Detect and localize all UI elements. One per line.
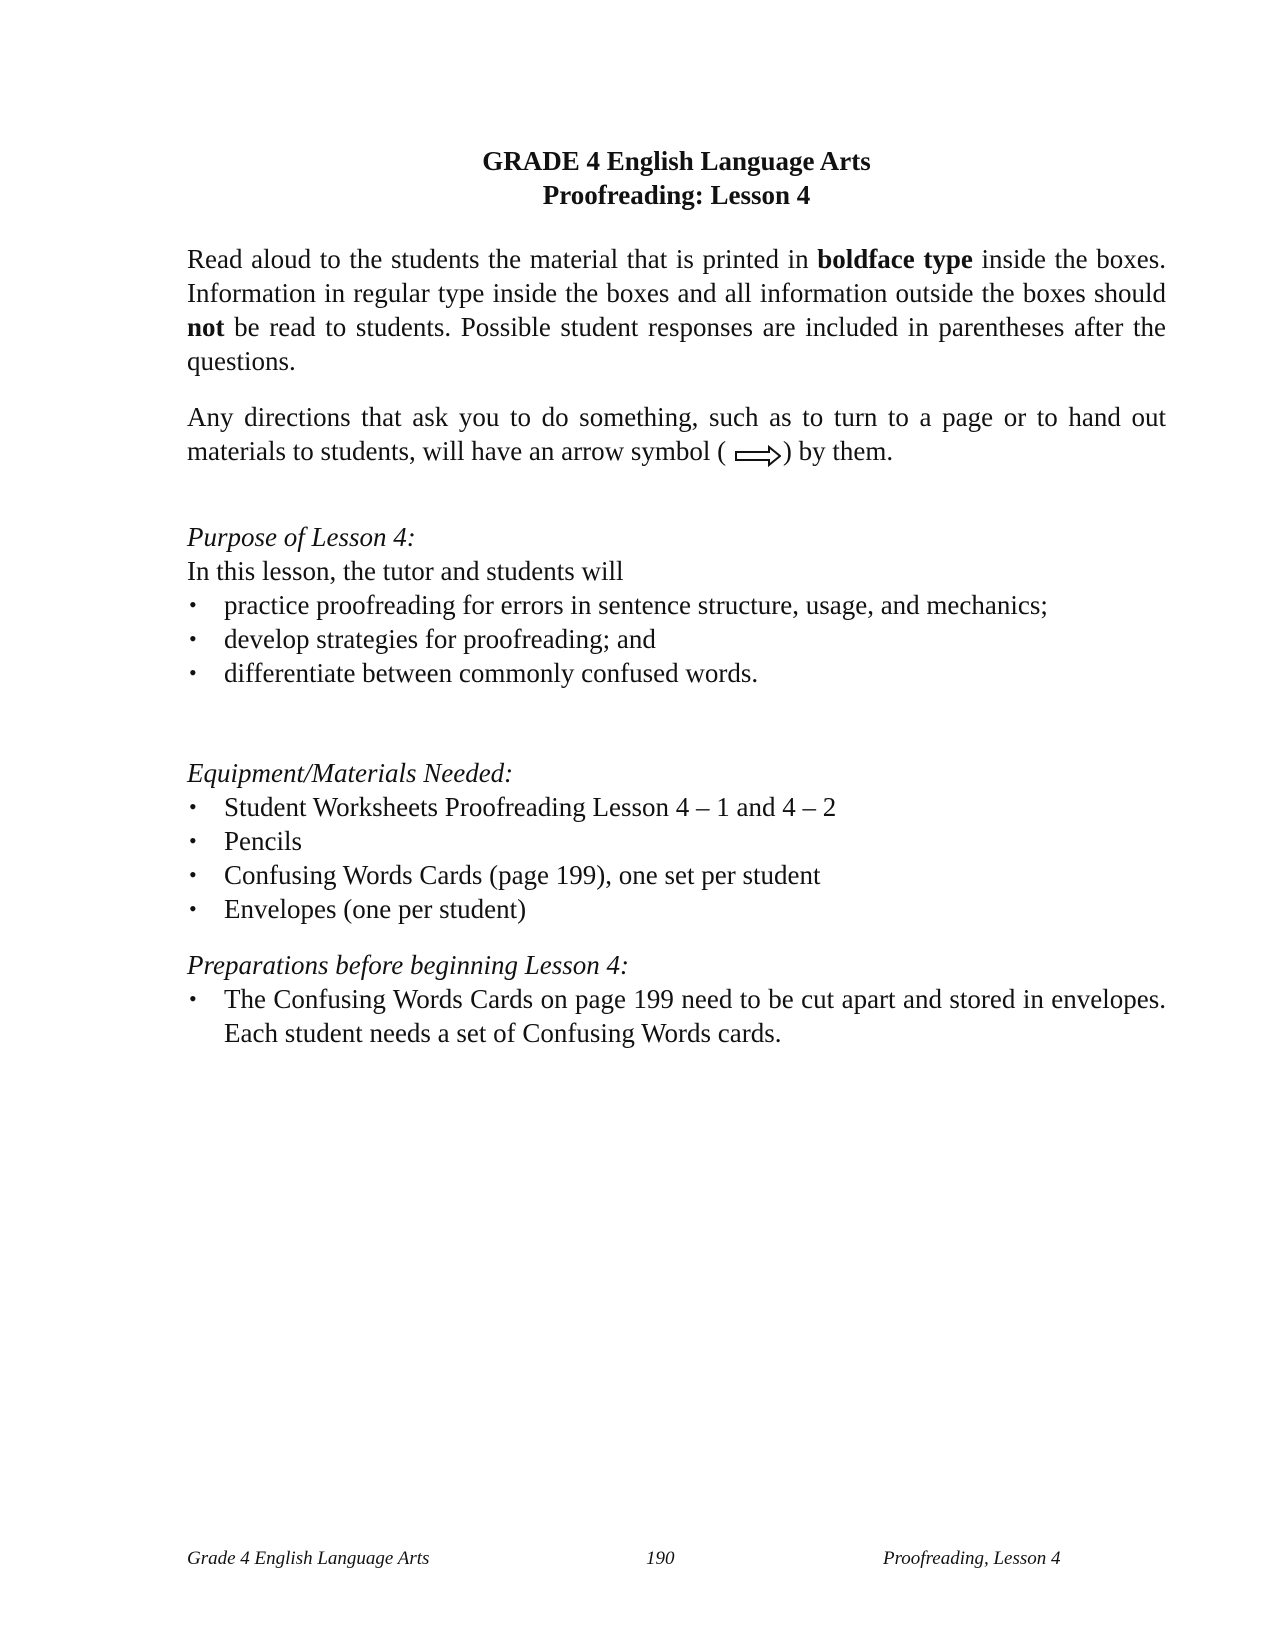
footer-course-title: Grade 4 English Language Arts xyxy=(187,1548,430,1569)
bullet-icon: • xyxy=(189,660,197,685)
footer-page-number: 190 xyxy=(646,1548,675,1569)
title-block xyxy=(187,144,1166,212)
list-item-text: practice proofreading for errors in sentence structure, usage, and mechanics; xyxy=(224,590,1048,620)
list-item-text: Confusing Words Cards (page 199), one set per student xyxy=(224,860,821,890)
bullet-icon: • xyxy=(189,986,197,1011)
list-item-text: differentiate between commonly confused words. xyxy=(224,658,759,688)
purpose-heading: Purpose of Lesson 4: xyxy=(187,522,416,552)
bullet-icon: • xyxy=(189,828,197,853)
page-content xyxy=(187,144,1166,1050)
list-item xyxy=(187,892,1166,926)
list-item xyxy=(187,622,1166,656)
materials-list xyxy=(187,790,1166,926)
bullet-icon: • xyxy=(189,794,197,819)
bullet-icon: • xyxy=(189,896,197,921)
purpose-list xyxy=(187,588,1166,690)
intro-text-segment: ) by them. xyxy=(782,436,894,466)
intro-text-segment: be read to students. Possible student responses are included in parentheses after the questions. xyxy=(187,312,1166,376)
list-item-text: The Confusing Words Cards on page 199 need to be cut apart and stored in envelopes. Each student needs a set of Confusing Words cards. xyxy=(224,984,1166,1048)
intro-text-segment: Any directions that ask you to do something, such as to turn to a page or to hand out materials to students, will have an arrow symbol ( xyxy=(187,402,1166,466)
list-item-text: Pencils xyxy=(224,826,302,856)
purpose-intro: In this lesson, the tutor and students will xyxy=(187,556,624,586)
page-title: GRADE 4 English Language Arts xyxy=(482,146,871,176)
list-item xyxy=(187,656,1166,690)
list-item xyxy=(187,790,1166,824)
footer-lesson-title: Proofreading, Lesson 4 xyxy=(883,1548,1061,1569)
boldface-type-text: boldface type xyxy=(817,244,973,274)
intro-paragraph-2 xyxy=(187,400,1166,468)
list-item-text: develop strategies for proofreading; and xyxy=(224,624,656,654)
page-subtitle: Proofreading: Lesson 4 xyxy=(542,180,811,210)
list-item xyxy=(187,982,1166,1050)
preparations-list xyxy=(187,982,1166,1050)
intro-paragraph-1 xyxy=(187,242,1166,378)
list-item xyxy=(187,858,1166,892)
preparations-heading: Preparations before beginning Lesson 4: xyxy=(187,950,629,980)
intro-text-segment: inside the boxes. Information in regular type inside the boxes and all information outside the boxes should xyxy=(187,244,1167,308)
bullet-icon: • xyxy=(189,862,197,887)
bullet-icon: • xyxy=(189,626,197,651)
not-emphasis-text: not xyxy=(187,312,225,342)
materials-heading: Equipment/Materials Needed: xyxy=(187,758,514,788)
list-item xyxy=(187,588,1166,622)
intro-text-segment: Read aloud to the students the material that is printed in xyxy=(187,244,818,274)
bullet-icon: • xyxy=(189,592,197,617)
list-item-text: Envelopes (one per student) xyxy=(224,894,527,924)
list-item xyxy=(187,824,1166,858)
right-arrow-icon xyxy=(735,441,781,463)
list-item-text: Student Worksheets Proofreading Lesson 4 – 1 and 4 – 2 xyxy=(224,792,837,822)
